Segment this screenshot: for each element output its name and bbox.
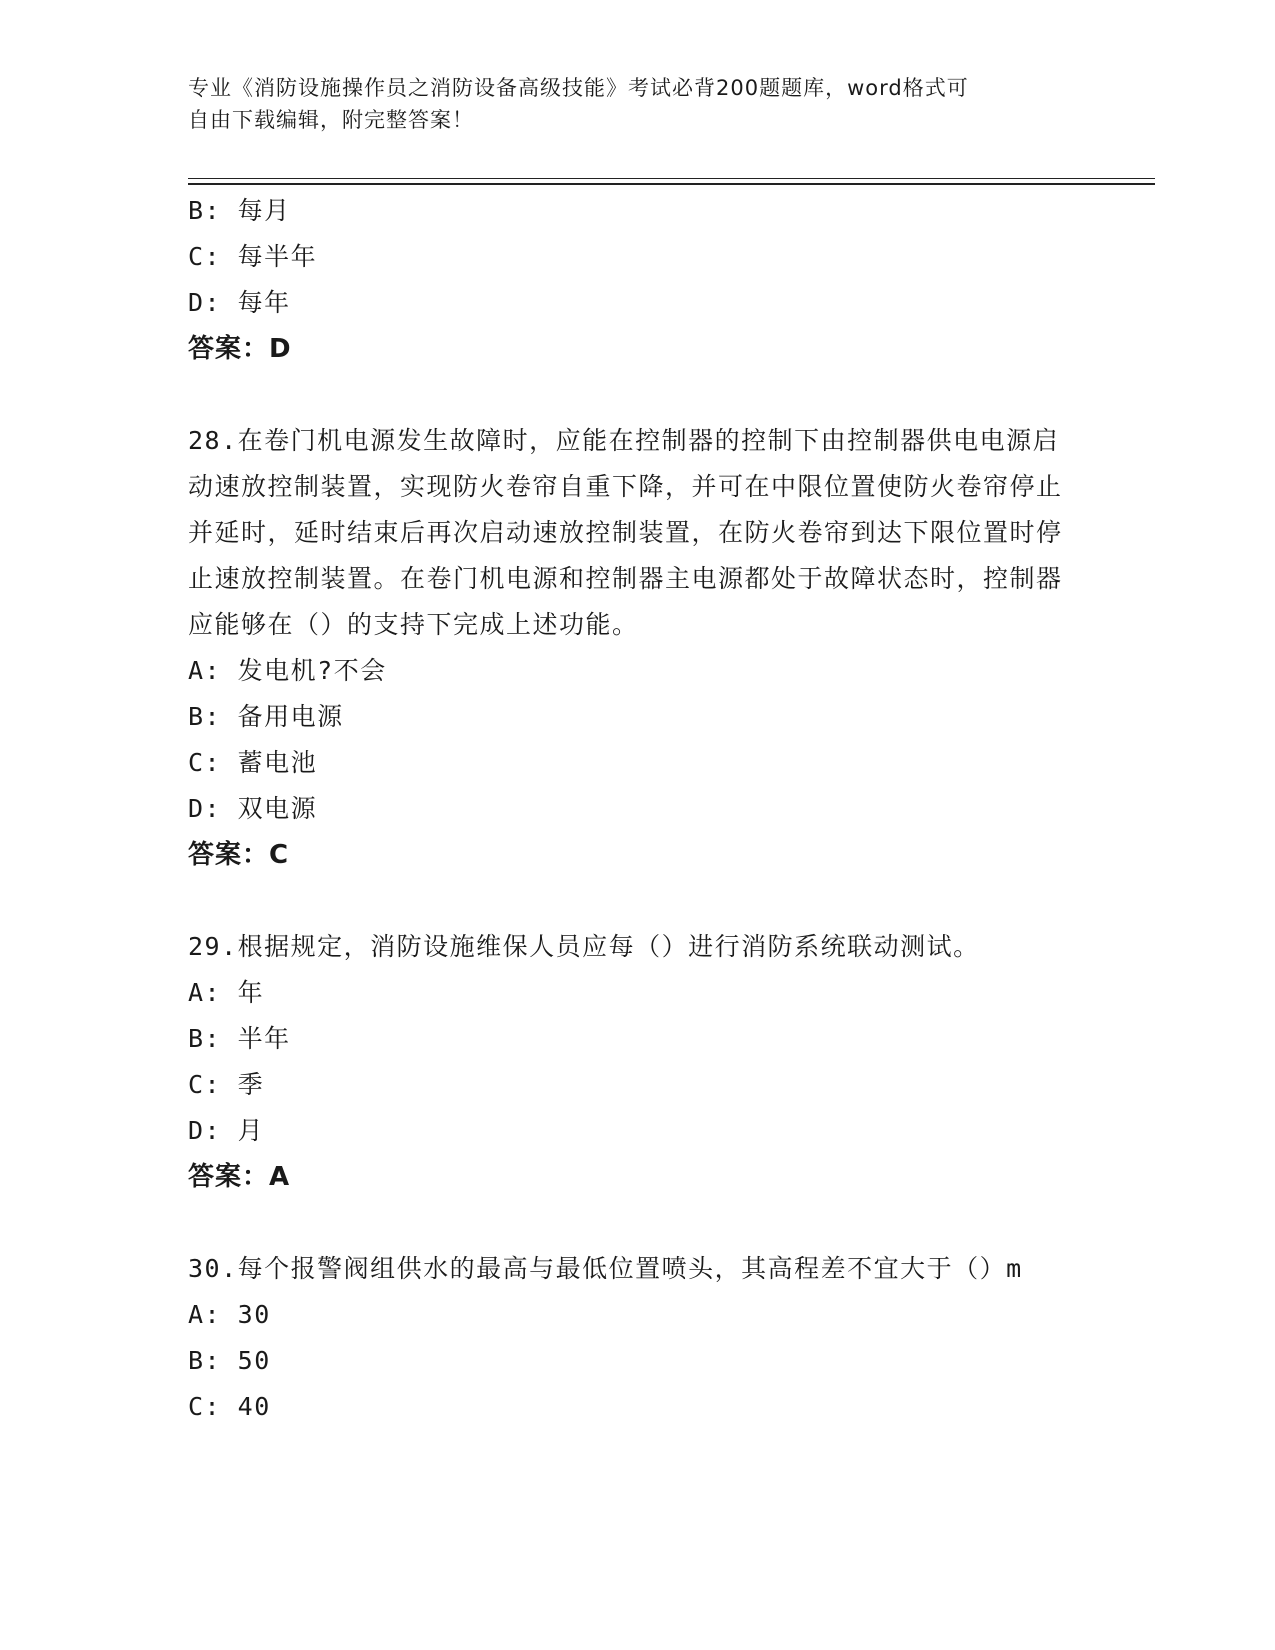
q27-option-d: D: 每年 — [188, 288, 291, 317]
q30-option-c: C: 40 — [188, 1392, 271, 1421]
q30-option-b: B: 50 — [188, 1346, 271, 1375]
page-header — [188, 72, 1068, 136]
q29-answer: 答案：A — [188, 1162, 291, 1192]
header-title-line-1: 专业《消防设施操作员之消防设备高级技能》考试必背200题题库，word格式可 — [188, 76, 969, 100]
q28-option-a: A: 发电机?不会 — [188, 656, 387, 685]
q30-option-a: A: 30 — [188, 1300, 271, 1329]
header-title-line-2: 自由下载编辑，附完整答案！ — [188, 108, 474, 132]
question-list — [188, 188, 1088, 1430]
q28-option-b: B: 备用电源 — [188, 702, 344, 731]
q29-option-b: B: 半年 — [188, 1024, 291, 1053]
q28-answer: 答案：C — [188, 840, 290, 870]
spacer — [188, 1200, 1088, 1246]
spacer — [188, 372, 1088, 418]
q29-stem: 29.根据规定，消防设施维保人员应每（）进行消防系统联动测试。 — [188, 932, 980, 961]
q28-option-c: C: 蓄电池 — [188, 748, 318, 777]
q28-option-d: D: 双电源 — [188, 794, 318, 823]
q28-stem: 28.在卷门机电源发生故障时，应能在控制器的控制下由控制器供电电源启动速放控制装置，实现防火卷帘自重下降，并可在中限位置使防火卷帘停止并延时，延时结束后再次启动速放控制装置，在防火卷帘到达下限位置时停止速放控制装置。在卷门机电源和控制器主电源都处于故障状态时，控制器应能够在（）的支持下完成上述功能。 — [188, 426, 1063, 639]
q30-stem: 30.每个报警阀组供水的最高与最低位置喷头，其高程差不宜大于（）m — [188, 1254, 1023, 1283]
q29-option-d: D: 月 — [188, 1116, 265, 1145]
q27-option-c: C: 每半年 — [188, 242, 318, 271]
header-divider — [188, 178, 1155, 185]
q27-answer: 答案：D — [188, 334, 292, 364]
q27-option-b: B: 每月 — [188, 196, 291, 225]
q29-option-a: A: 年 — [188, 978, 265, 1007]
q29-option-c: C: 季 — [188, 1070, 265, 1099]
spacer — [188, 878, 1088, 924]
